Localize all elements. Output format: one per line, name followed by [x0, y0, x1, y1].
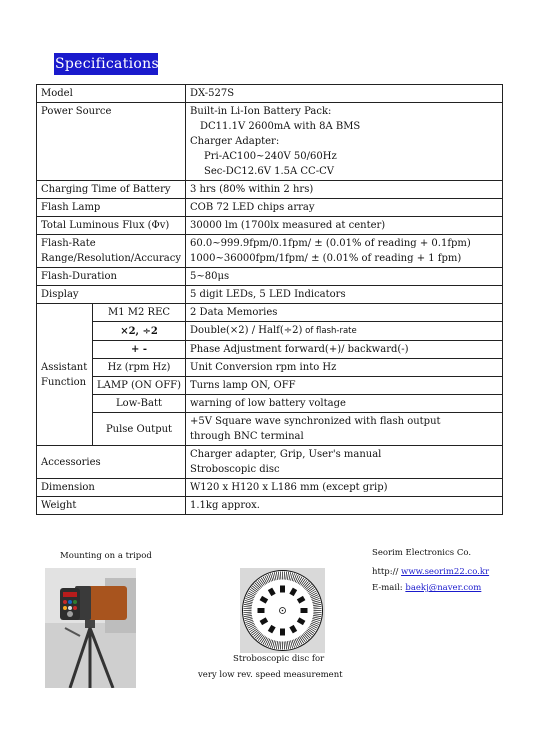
model-value: DX-527S [186, 85, 503, 103]
website-link[interactable]: www.seorim22.co.kr [401, 567, 490, 577]
table-row [37, 377, 503, 395]
table-row [37, 479, 503, 497]
assist-value-lamp: Turns lamp ON, OFF [186, 377, 503, 395]
charging-label: Charging Time of Battery [37, 181, 186, 199]
weight-value: 1.1kg approx. [186, 497, 503, 515]
table-row [37, 181, 503, 199]
tripod-photo [45, 568, 136, 688]
table-row [37, 103, 503, 181]
pulse-line: through BNC terminal [190, 431, 304, 442]
assist-key-phase: + - [93, 341, 186, 359]
http-label: http:// [372, 567, 399, 577]
power-line: DC11.1V 2600mA with 8A BMS [200, 121, 361, 132]
table-row [37, 322, 503, 341]
website-line [372, 567, 489, 577]
disc-caption-line-1: Stroboscopic disc for [233, 654, 325, 664]
assist-key-double-half: ×2, ÷2 [93, 322, 186, 341]
power-line: Pri-AC100~240V 50/60Hz [204, 151, 337, 162]
rate-value [186, 235, 503, 268]
weight-label: Weight [37, 497, 186, 515]
table-row [37, 304, 503, 322]
lamp-value: COB 72 LED chips array [186, 199, 503, 217]
rate-value-line: 60.0~999.9fpm/0.1fpm/ ± (0.01% of reading + 0.1fpm) [190, 238, 471, 249]
assistant-label-line: Assistant [41, 361, 88, 373]
assist-value-phase: Phase Adjustment forward(+)/ backward(-) [186, 341, 503, 359]
assist-key-unit: Hz (rpm Hz) [93, 359, 186, 377]
table-row [37, 341, 503, 359]
accessories-label: Accessories [37, 446, 186, 479]
flux-value: 30000 lm (1700lx measured at center) [186, 217, 503, 235]
disc-caption-line-2: very low rev. speed measurement [198, 670, 343, 680]
display-value: 5 digit LEDs, 5 LED Indicators [186, 286, 503, 304]
page-title: Specifications [54, 53, 158, 75]
model-label: Model [37, 85, 186, 103]
table-row [37, 217, 503, 235]
table-row [37, 268, 503, 286]
flux-label: Total Luminous Flux (Φv) [37, 217, 186, 235]
assist-value-pulse [186, 413, 503, 446]
power-line: Charger Adapter: [190, 136, 280, 147]
disc-block [280, 629, 285, 636]
rate-label-line: Flash-Rate [41, 238, 96, 249]
duration-label: Flash-Duration [37, 268, 186, 286]
table-row [37, 359, 503, 377]
table-row [37, 446, 503, 479]
lamp-label: Flash Lamp [37, 199, 186, 217]
stroboscopic-disc-svg [240, 568, 325, 653]
rate-label-line: Range/Resolution/Accuracy [41, 253, 181, 264]
table-row [37, 286, 503, 304]
assist-key-lowbatt: Low-Batt [93, 395, 186, 413]
email-line [372, 583, 481, 593]
power-line: Sec-DC12.6V 1.5A CC-CV [204, 166, 334, 177]
dimension-label: Dimension [37, 479, 186, 497]
duration-value: 5~80μs [186, 268, 503, 286]
specifications-table [36, 84, 503, 515]
double-half-text: Double(×2) / Half(÷2) [190, 325, 303, 336]
accessories-value [186, 446, 503, 479]
power-label: Power Source [37, 103, 186, 181]
accessories-line: Stroboscopic disc [190, 464, 280, 475]
assist-value-double-half [186, 322, 503, 341]
assistant-label-line: Function [41, 376, 87, 388]
table-row [37, 413, 503, 446]
flash-rate-text: of flash-rate [302, 326, 357, 336]
assist-key-memory: M1 M2 REC [93, 304, 186, 322]
tripod-caption: Mounting on a tripod [60, 551, 152, 561]
power-line: Built-in Li-Ion Battery Pack: [190, 106, 332, 117]
email-link[interactable]: baekj@naver.com [405, 583, 482, 593]
company-name: Seorim Electronics Co. [372, 548, 472, 558]
assist-key-pulse: Pulse Output [93, 413, 186, 446]
disc-block [258, 608, 265, 613]
stroboscopic-disc-image [240, 568, 325, 653]
table-row [37, 497, 503, 515]
dimension-value: W120 x H120 x L186 mm (except grip) [186, 479, 503, 497]
rate-value-line: 1000~36000fpm/1fpm/ ± (0.01% of reading + 1 fpm) [190, 253, 462, 264]
disc-block [301, 608, 308, 613]
assist-value-memory: 2 Data Memories [186, 304, 503, 322]
assist-key-lamp: LAMP (ON OFF) [93, 377, 186, 395]
assistant-label [37, 304, 93, 446]
table-row [37, 235, 503, 268]
table-row [37, 85, 503, 103]
accessories-line: Charger adapter, Grip, User's manual [190, 449, 382, 460]
display-label: Display [37, 286, 186, 304]
table-row [37, 199, 503, 217]
pulse-line: +5V Square wave synchronized with flash output [190, 416, 441, 427]
charging-value: 3 hrs (80% within 2 hrs) [186, 181, 503, 199]
assist-value-unit: Unit Conversion rpm into Hz [186, 359, 503, 377]
assist-value-lowbatt: warning of low battery voltage [186, 395, 503, 413]
disc-block [280, 586, 285, 593]
email-label: E-mail: [372, 583, 403, 593]
table-row [37, 395, 503, 413]
tripod-photo-image [45, 568, 136, 688]
rate-label [37, 235, 186, 268]
power-value [186, 103, 503, 181]
